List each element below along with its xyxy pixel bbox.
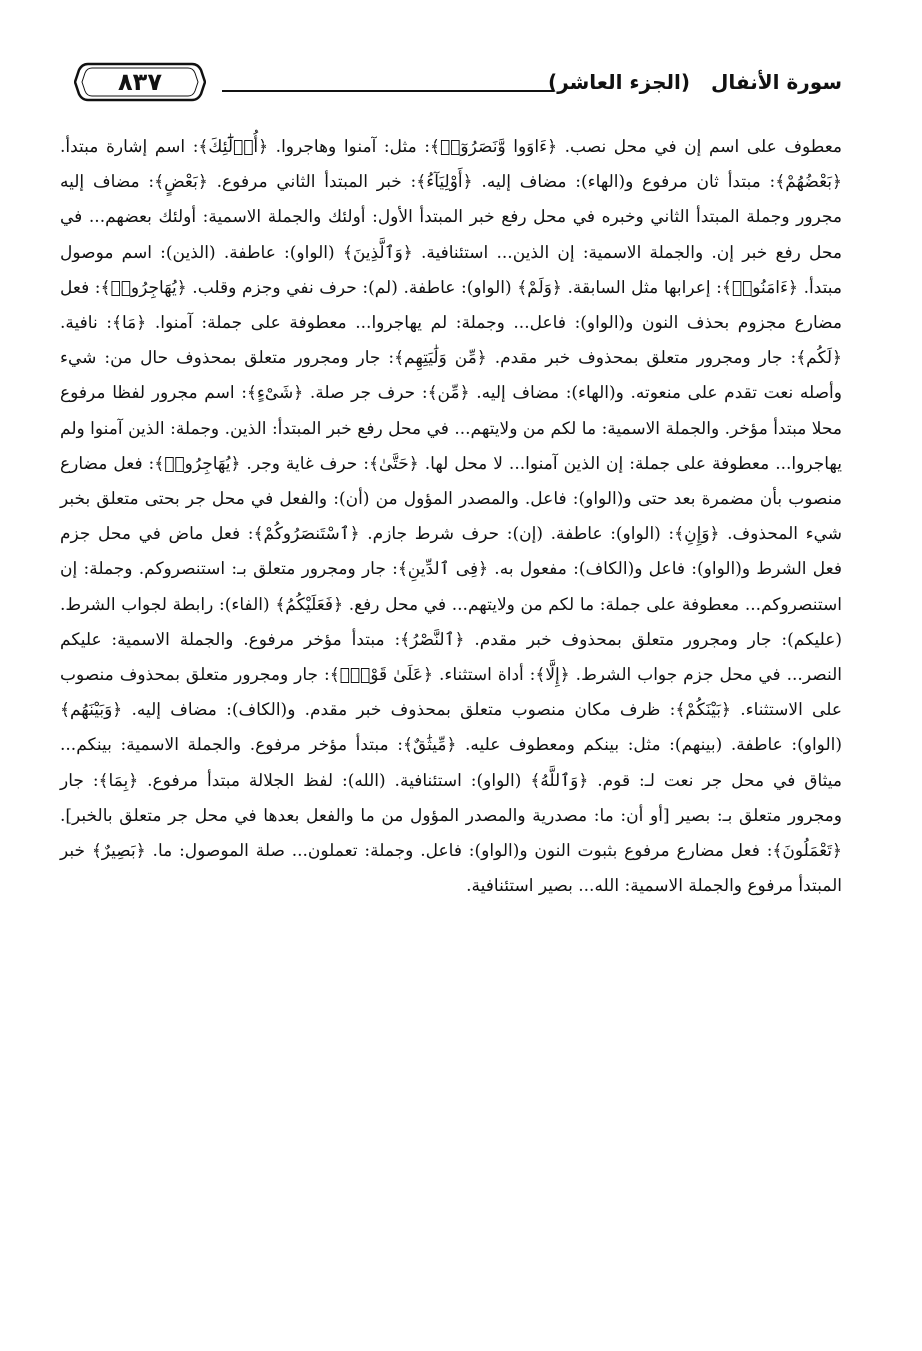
part-name: (الجزء العاشر) bbox=[548, 70, 691, 94]
page-number: ٨٣٧ bbox=[118, 68, 162, 96]
page-header bbox=[62, 58, 842, 108]
header-rule bbox=[222, 90, 554, 92]
surah-name: سورة الأنفال bbox=[710, 70, 842, 94]
paragraph: معطوف على اسم إن في محل نصب. ﴿ءَاوَوا وَّنَصَرُوٓا۟﴾: مثل: آمنوا وهاجروا. ﴿أُو۟لَٰٓئِكَ﴾: اسم إشارة مبتدأ. ﴿بَعْضُهُمْ﴾: مبتدأ ثان مرفوع و(الهاء): مضاف إليه. ﴿أَوْلِيَآءُ﴾: خبر المبتدأ الثاني مرفوع. ﴿بَعْضٍ﴾: مضاف إليه مجرور وجملة المبتدأ الثاني وخبره في محل رفع خبر المبتدأ الأول: أولئك والجملة الاسمية: أولئك بعضهم... في محل رفع خبر إن. والجملة الاسمية: إن الذين... استئنافية. ﴿وَٱلَّذِينَ﴾ (الواو): عاطفة. (الذين): اسم موصول مبتدأ. ﴿ءَامَنُوا۟﴾: إعرابها مثل السابقة. ﴿وَلَمْ﴾ (الواو): عاطفة. (لم): حرف نفي وجزم وقلب. ﴿يُهَاجِرُوا۟﴾: فعل مضارع مجزوم بحذف النون و(الواو): فاعل... وجملة: لم يهاجروا... معطوفة على جملة: آمنوا. ﴿مَا﴾: نافية. ﴿لَكُم﴾: جار ومجرور متعلق بمحذوف خبر مقدم. ﴿مِّن وَلَٰيَتِهِم﴾: جار ومجرور متعلق بمحذوف حال من: شيء وأصله نعت تقدم على منعوته. و(الهاء): مضاف إليه. ﴿مِّن﴾: حرف جر صلة. ﴿شَىْءٍ﴾: اسم مجرور لفظا مرفوع محلا مبتدأ مؤخر. والجملة الاسمية: ما لكم من ولايتهم... في محل رفع خبر المبتدأ: الذين. وجملة: الذين آمنوا ولم يهاجروا... معطوفة على جملة: إن الذين آمنوا... لا محل لها. ﴿حَتَّىٰ﴾: حرف غاية وجر. ﴿يُهَاجِرُوا۟﴾: فعل مضارع منصوب بأن مضمرة بعد حتى و(الواو): فاعل. والمصدر المؤول من (أن): والفعل في محل جر بحتى متعلق بخبر شيء المحذوف. ﴿وَإِنِ﴾: (الواو): عاطفة. (إن): حرف شرط جازم. ﴿ٱسْتَنصَرُوكُمْ﴾: فعل ماض في محل جزم فعل الشرط و(الواو): فاعل و(الكاف): مفعول به. ﴿فِى ٱلدِّينِ﴾: جار ومجرور متعلق بـ: استنصروكم. وجملة: إن استنصروكم... معطوفة على جملة: ما لكم من ولايتهم... في محل رفع. ﴿فَعَلَيْكُمُ﴾ (الفاء): رابطة لجواب الشرط. (عليكم): جار ومجرور متعلق بمحذوف خبر مقدم. ﴿ٱلنَّصْرُ﴾: مبتدأ مؤخر مرفوع. والجملة الاسمية: عليكم النصر... في محل جزم جواب الشرط. ﴿إِلَّا﴾: أداة استثناء. ﴿عَلَىٰ قَوْمٍۭ﴾: جار ومجرور متعلق بمحذوف منصوب على الاستثناء. ﴿بَيْنَكُمْ﴾: ظرف مكان منصوب متعلق بمحذوف خبر مقدم. و(الكاف): مضاف إليه. ﴿وَبَيْنَهُم﴾ (الواو): عاطفة. (بينهم): مثل: بينكم ومعطوف عليه. ﴿مِّيثَٰقٌ﴾: مبتدأ مؤخر مرفوع. والجملة الاسمية: بينكم... ميثاق في محل جر نعت لـ: قوم. ﴿وَٱللَّهُ﴾ (الواو): استئنافية. (الله): لفظ الجلالة مبتدأ مرفوع. ﴿بِمَا﴾: جار ومجرور متعلق بـ: بصير [أو أن: ما: مصدرية والمصدر المؤول من ما والفعل بعدها في محل جر متعلق بالخبر]. ﴿تَعْمَلُونَ﴾: فعل مضارع مرفوع بثبوت النون و(الواو): فاعل. وجملة: تعملون... صلة الموصول: ما. ﴿بَصِيرٌ﴾ خبر المبتدأ مرفوع والجملة الاسمية: الله... بصير استئنافية. bbox=[60, 137, 842, 897]
body-text bbox=[60, 130, 842, 904]
running-title bbox=[548, 70, 842, 94]
page-number-badge bbox=[74, 60, 206, 104]
